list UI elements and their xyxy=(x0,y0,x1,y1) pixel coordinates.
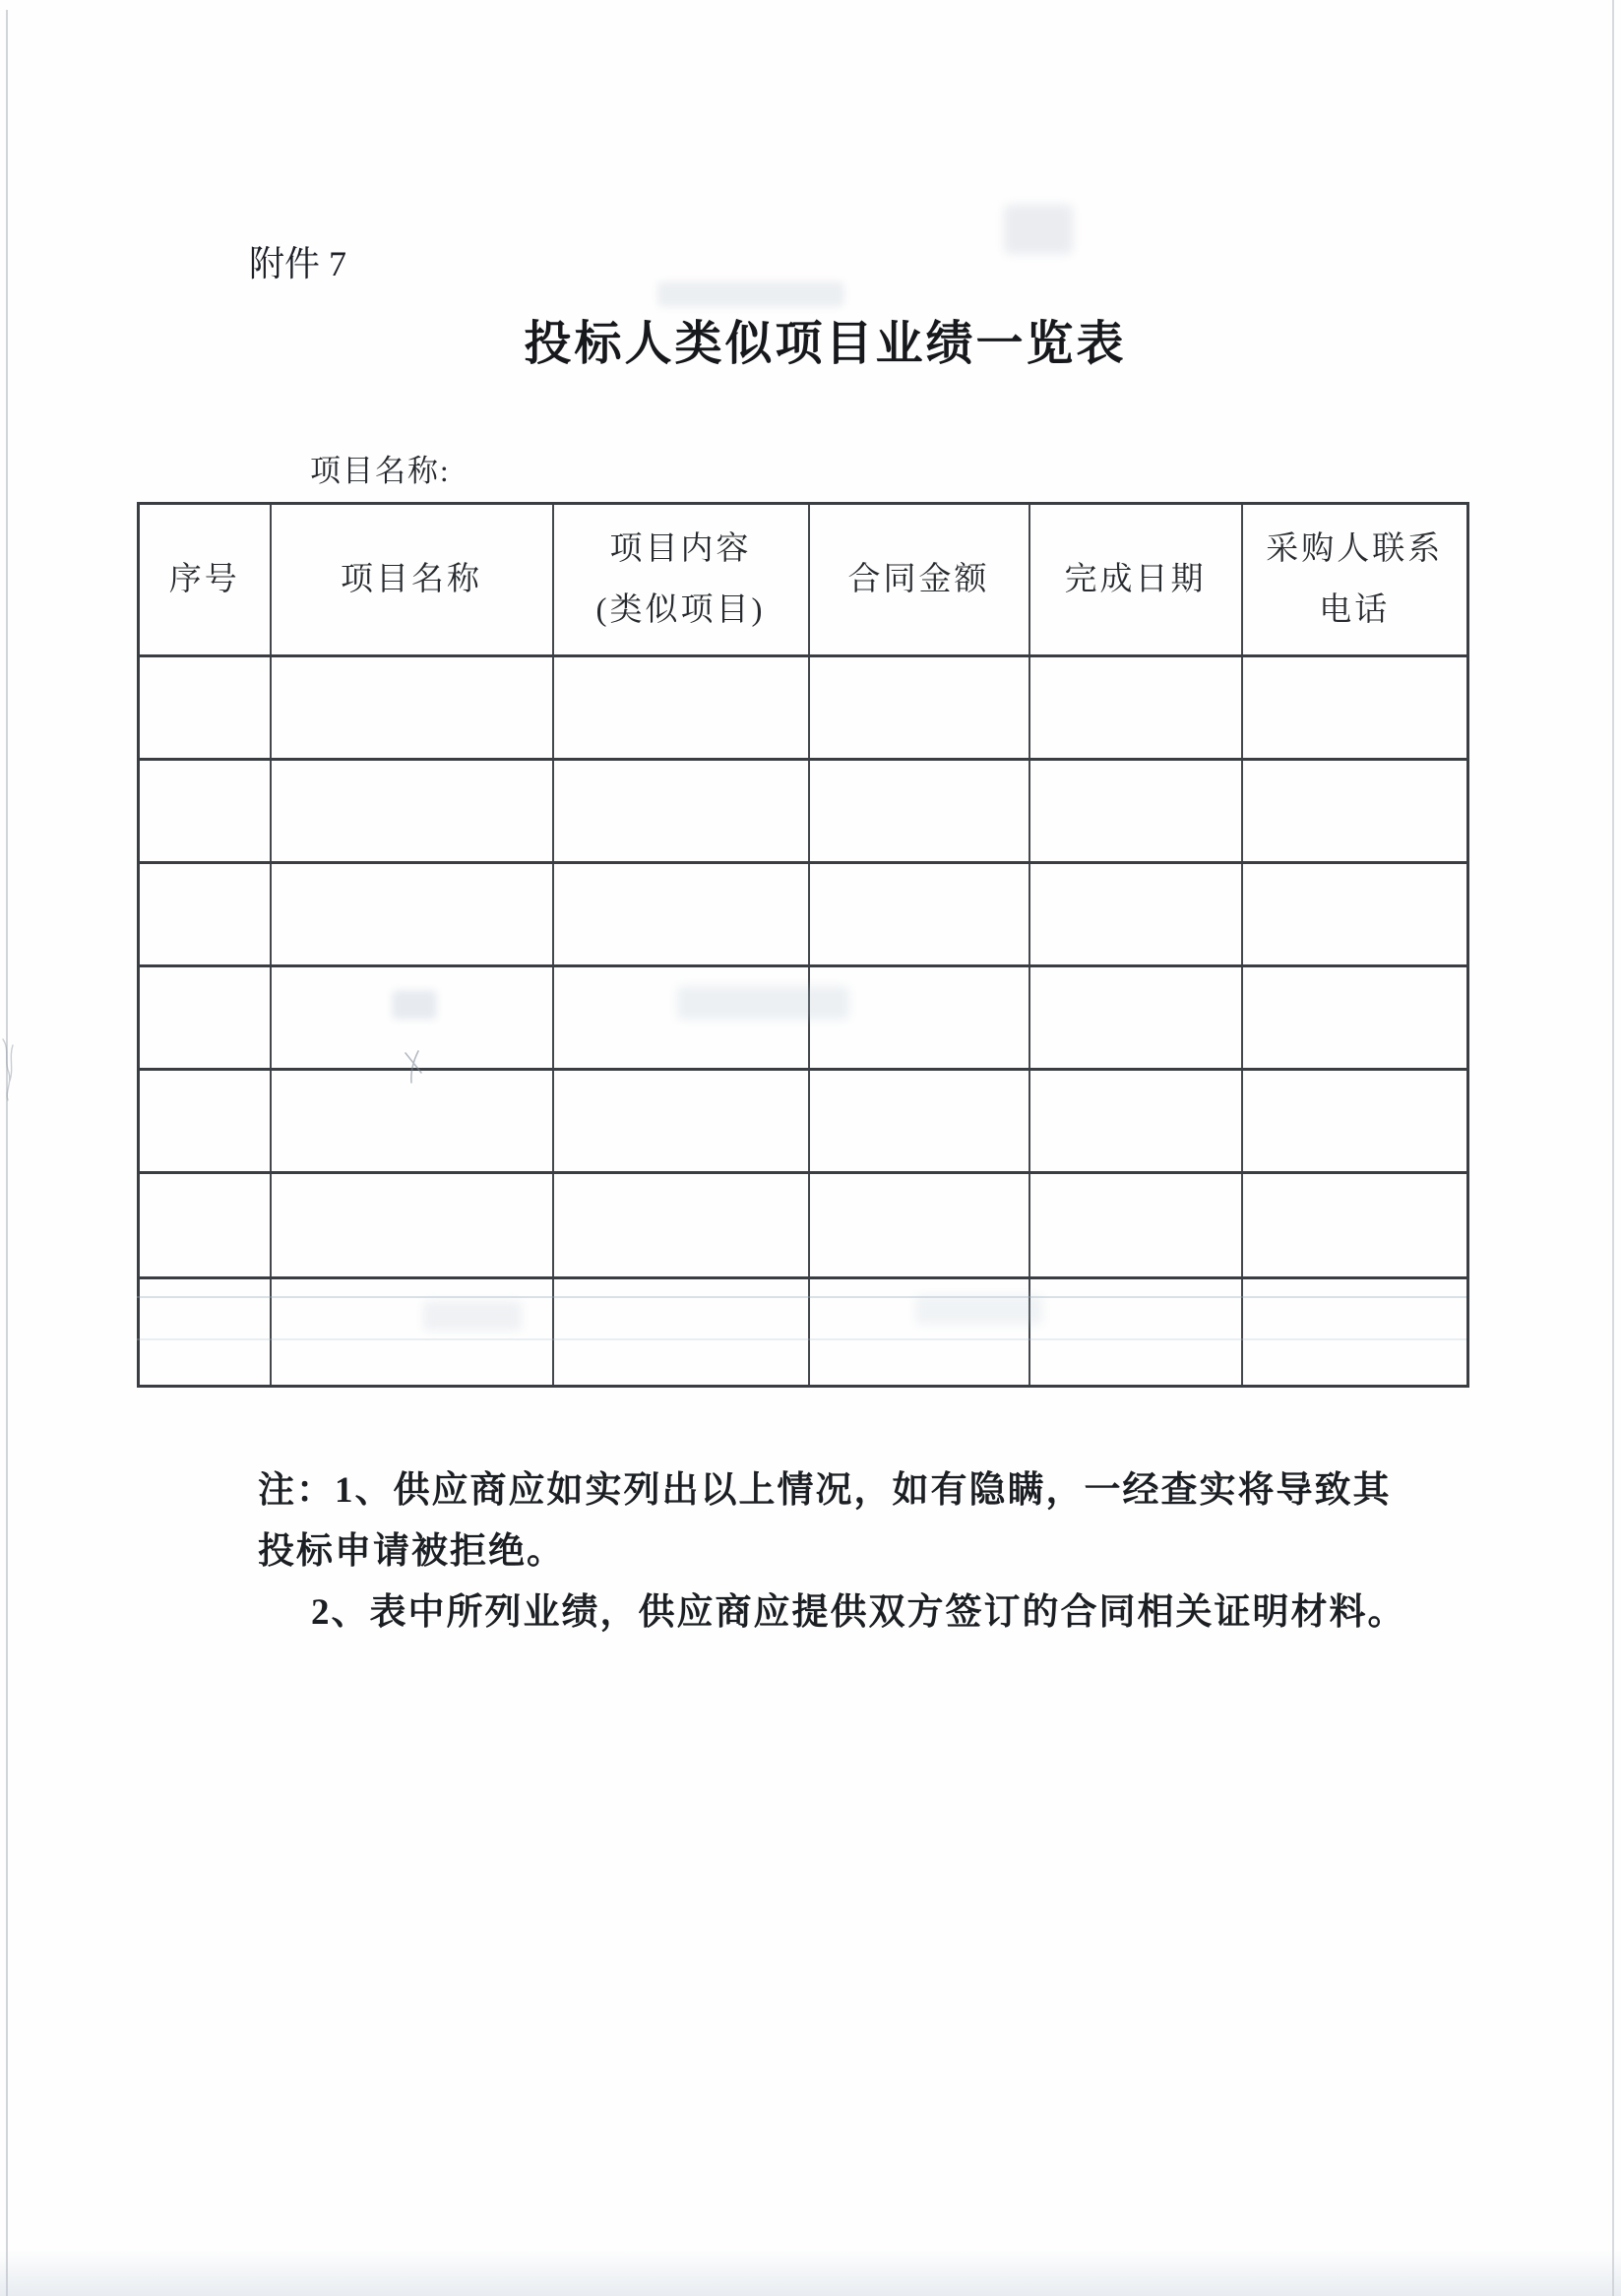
bleed-through-smudge xyxy=(657,281,844,307)
empty-cell xyxy=(553,966,809,1070)
empty-cell xyxy=(1029,656,1242,760)
empty-cell xyxy=(809,1070,1029,1173)
edge-pencil-scribble xyxy=(0,1035,18,1104)
empty-cell xyxy=(553,1173,809,1278)
empty-cell xyxy=(1029,1278,1242,1387)
header-label: 项目内容 xyxy=(609,531,752,567)
empty-cell xyxy=(271,863,553,966)
document-title: 投标人类似项目业绩一览表 xyxy=(524,318,1127,370)
header-label: 完成日期 xyxy=(1064,562,1207,597)
empty-cell xyxy=(139,1278,271,1387)
header-label: (类似项目) xyxy=(595,592,766,628)
empty-cell xyxy=(271,760,553,863)
scan-edge-line-left xyxy=(6,10,8,2296)
empty-cell xyxy=(139,1070,271,1173)
table-row xyxy=(139,656,1468,760)
empty-cell xyxy=(1242,863,1468,966)
empty-cell xyxy=(139,863,271,966)
empty-cell xyxy=(553,760,809,863)
empty-cell xyxy=(1242,1278,1468,1387)
note-line-2: 投标申请被拒绝。 xyxy=(258,1531,565,1572)
empty-cell xyxy=(139,966,271,1070)
empty-cell xyxy=(1029,966,1242,1070)
empty-cell xyxy=(139,656,271,760)
scan-edge-line-right xyxy=(1612,0,1614,2296)
table-row xyxy=(139,863,1468,966)
empty-cell xyxy=(1242,656,1468,760)
empty-cell xyxy=(553,1070,809,1173)
header-label: 电话 xyxy=(1319,592,1391,628)
table-row xyxy=(139,1173,1468,1278)
empty-cell xyxy=(271,1173,553,1278)
header-cell-project-name xyxy=(271,504,553,656)
scan-bottom-shade xyxy=(0,2249,1621,2296)
empty-cell xyxy=(271,1278,553,1387)
empty-cell xyxy=(809,863,1029,966)
header-label: 采购人联系 xyxy=(1266,531,1444,567)
header-cell-contract-amount xyxy=(809,504,1029,656)
header-cell-purchaser-phone xyxy=(1242,504,1468,656)
empty-cell xyxy=(809,1278,1029,1387)
attachment-label: 附件 7 xyxy=(249,244,347,283)
bleed-through-smudge xyxy=(1004,205,1073,254)
empty-cell xyxy=(553,656,809,760)
header-cell-project-content xyxy=(553,504,809,656)
empty-cell xyxy=(1029,760,1242,863)
empty-cell xyxy=(809,760,1029,863)
table-row xyxy=(139,1070,1468,1173)
empty-cell xyxy=(1029,1070,1242,1173)
stray-pen-mark xyxy=(402,1047,427,1086)
empty-cell xyxy=(553,863,809,966)
performance-table xyxy=(137,502,1469,1388)
empty-cell xyxy=(139,760,271,863)
header-label: 合同金额 xyxy=(847,562,990,597)
empty-cell xyxy=(553,1278,809,1387)
table-row xyxy=(139,1278,1468,1387)
empty-cell xyxy=(809,966,1029,1070)
header-cell-completion-date xyxy=(1029,504,1242,656)
project-name-label: 项目名称: xyxy=(310,454,451,488)
header-label: 项目名称 xyxy=(341,562,482,597)
empty-cell xyxy=(139,1173,271,1278)
empty-cell xyxy=(271,656,553,760)
table-row xyxy=(139,760,1468,863)
empty-cell xyxy=(1029,1173,1242,1278)
table-body xyxy=(139,656,1468,1387)
empty-cell xyxy=(809,1173,1029,1278)
header-label: 序号 xyxy=(168,562,240,597)
empty-cell xyxy=(809,656,1029,760)
bleed-through-rule xyxy=(137,1296,1466,1298)
empty-cell xyxy=(1029,863,1242,966)
note-line-3: 2、表中所列业绩，供应商应提供双方签订的合同相关证明材料。 xyxy=(311,1592,1406,1633)
header-cell-serial xyxy=(139,504,271,656)
header-row xyxy=(139,504,1468,656)
note-line-1: 注：1、供应商应如实列出以上情况，如有隐瞒，一经查实将导致其 xyxy=(258,1470,1392,1511)
table-row xyxy=(139,966,1468,1070)
empty-cell xyxy=(1242,760,1468,863)
empty-cell xyxy=(1242,966,1468,1070)
empty-cell xyxy=(1242,1070,1468,1173)
empty-cell xyxy=(1242,1173,1468,1278)
bleed-through-rule xyxy=(137,1338,1466,1340)
table-header xyxy=(139,504,1468,656)
